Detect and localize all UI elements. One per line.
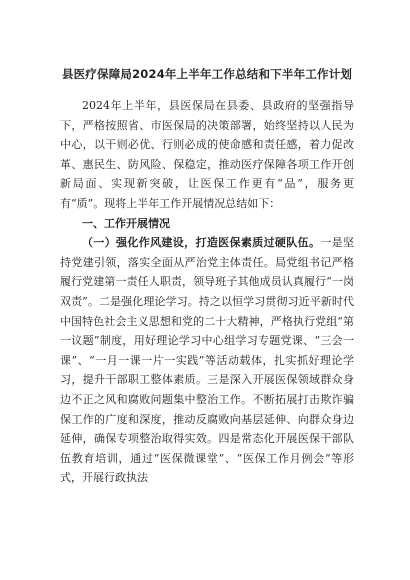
subsection-body: 一是坚持党建引领，落实全面从严治党主体责任。局党组书记严格履行党建第一责任人职责，领导班子其他成员认真履行“一岗双责”。二是强化理论学习。持之以恒学习贯彻习近平新时代中国特色社会主义思想和党的二十大精神，严格执行党组“第一议题”制度，用好理论学习中心组学习专题党课、“三会一课”、“一月一课一片一实践”等活动载体，扎实抓好理论学习，提升干部职工整体素质。三是深入开展医保领域群众身边不正之风和腐败问题集中整治工作。不断拓展打击欺诈骗保工作的广度和深度，推动反腐败向基层延伸、向群众身边延伸，确保专项整治取得实效。四是常态化开展医保干部队伍教育培训，通过“医保微课堂”、“医保工作月例会”等形式，开展行政执法 [60,236,355,485]
subsection-heading: （一）强化作风建设，打造医保素质过硬队伍。 [82,236,321,250]
subsection-paragraph [60,233,354,488]
section-heading-work-progress: 一、工作开展情况 [82,216,170,230]
document-title: 县医疗保障局2024年上半年工作总结和下半年工作计划 [61,67,353,81]
intro-paragraph: 2024年上半年，县医保局在县委、县政府的坚强指导下，严格按照省、市医保局的决策部署，始终坚持以人民为中心，以干则必优、行则必成的使命感和责任感，着力促改革、惠民生、防风险、保稳定，推动医疗保障各项工作开创新局面、实现新突破，让医保工作更有“品”，服务更有“质”。现将上半年工作开展情况总结如下： [60,99,354,210]
